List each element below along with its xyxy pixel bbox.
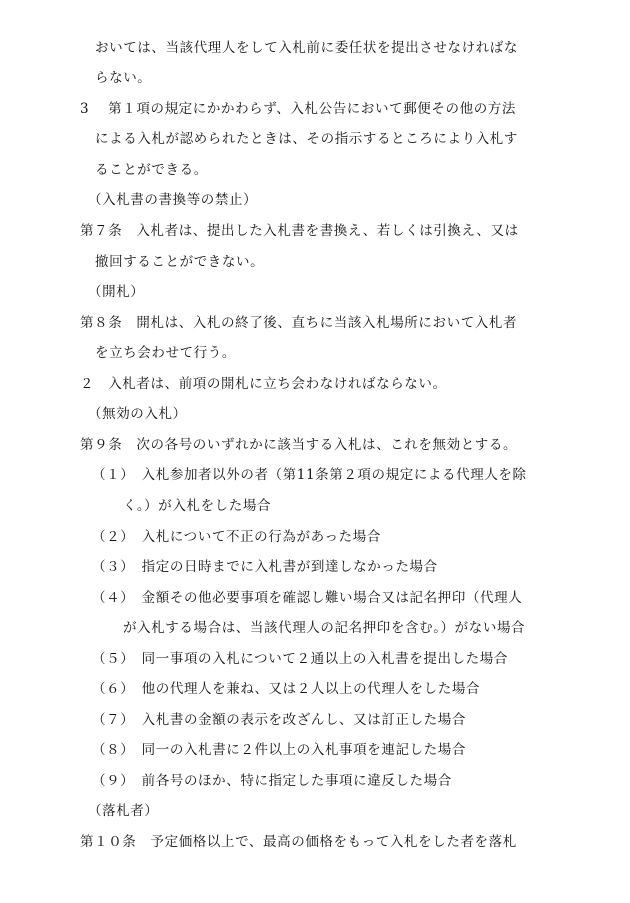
line-text: 第１０条 予定価格以上で、最高の価格をもって入札をした者を落札: [80, 834, 517, 850]
line-text: 3 第１項の規定にかかわらず、入札公告において郵便その他の方法: [80, 101, 516, 117]
line-text: （２） 入札について不正の行為があった場合: [92, 529, 381, 545]
article-caption: [0, 189, 630, 211]
text-line: [0, 434, 630, 456]
list-item: [0, 526, 630, 548]
line-text: らない。: [95, 70, 152, 86]
line-text: （開札）: [88, 284, 145, 300]
line-text: おいては、当該代理人をして入札前に委任状を提出させなければな: [95, 40, 518, 56]
article-caption: [0, 800, 630, 822]
line-text: （７） 入札書の金額の表示を改ざんし、又は訂正した場合: [92, 712, 466, 728]
line-text: （３） 指定の日時までに入札書が到達しなかった場合: [92, 559, 438, 575]
line-text: が入札する場合は、当該代理人の記名押印を含む。）がない場合: [123, 620, 526, 636]
text-line: [0, 128, 630, 150]
line-text: く。）が入札をした場合: [123, 498, 272, 514]
list-item-continuation: [0, 495, 630, 517]
line-text: による入札が認められたときは、その指示するところにより入札す: [95, 131, 518, 147]
list-item: [0, 678, 630, 700]
list-item: [0, 739, 630, 761]
line-text: （１） 入札参加者以外の者（第11条第２項の規定による代理人を除: [92, 467, 527, 483]
line-text: （４） 金額その他必要事項を確認し難い場合又は記名押印（代理人: [92, 590, 523, 606]
list-item-continuation: [0, 617, 630, 639]
text-line: [0, 251, 630, 273]
line-text: を立ち会わせて行う。: [95, 345, 236, 361]
text-line: [0, 67, 630, 89]
line-text: 第９条 次の各号のいずれかに該当する入札は、これを無効とする。: [80, 437, 518, 453]
line-text: ることができる。: [95, 162, 208, 178]
text-line: [0, 98, 630, 120]
text-line: [0, 342, 630, 364]
text-line: [0, 373, 630, 395]
line-text: （９） 前各号のほか、特に指定した事項に違反した場合: [92, 773, 452, 789]
line-text: （無効の入札）: [88, 406, 187, 422]
line-text: （落札者）: [88, 803, 159, 819]
text-line: [0, 312, 630, 334]
list-item: [0, 648, 630, 670]
article-caption: [0, 403, 630, 425]
text-line: [0, 37, 630, 59]
list-item: [0, 464, 630, 486]
article-caption: [0, 281, 630, 303]
list-item: [0, 709, 630, 731]
line-text: ２ 入札者は、前項の開札に立ち会わなければならない。: [80, 376, 447, 392]
line-text: （入札書の書換等の禁止）: [88, 192, 258, 208]
line-text: （８） 同一の入札書に２件以上の入札事項を連記した場合: [92, 742, 466, 758]
text-line: [0, 220, 630, 242]
line-text: 第８条 開札は、入札の終了後、直ちに当該入札場所において入札者: [80, 315, 518, 331]
text-line: [0, 159, 630, 181]
list-item: [0, 587, 630, 609]
text-line: [0, 831, 630, 853]
line-text: 撤回することができない。: [95, 254, 265, 270]
list-item: [0, 770, 630, 792]
line-text: （５） 同一事項の入札について２通以上の入札書を提出した場合: [92, 651, 508, 667]
line-text: （６） 他の代理人を兼ね、又は２人以上の代理人をした場合: [92, 681, 481, 697]
line-text: 第７条 入札者は、提出した入札書を書換え、若しくは引換え、又は: [80, 223, 519, 239]
list-item: [0, 556, 630, 578]
